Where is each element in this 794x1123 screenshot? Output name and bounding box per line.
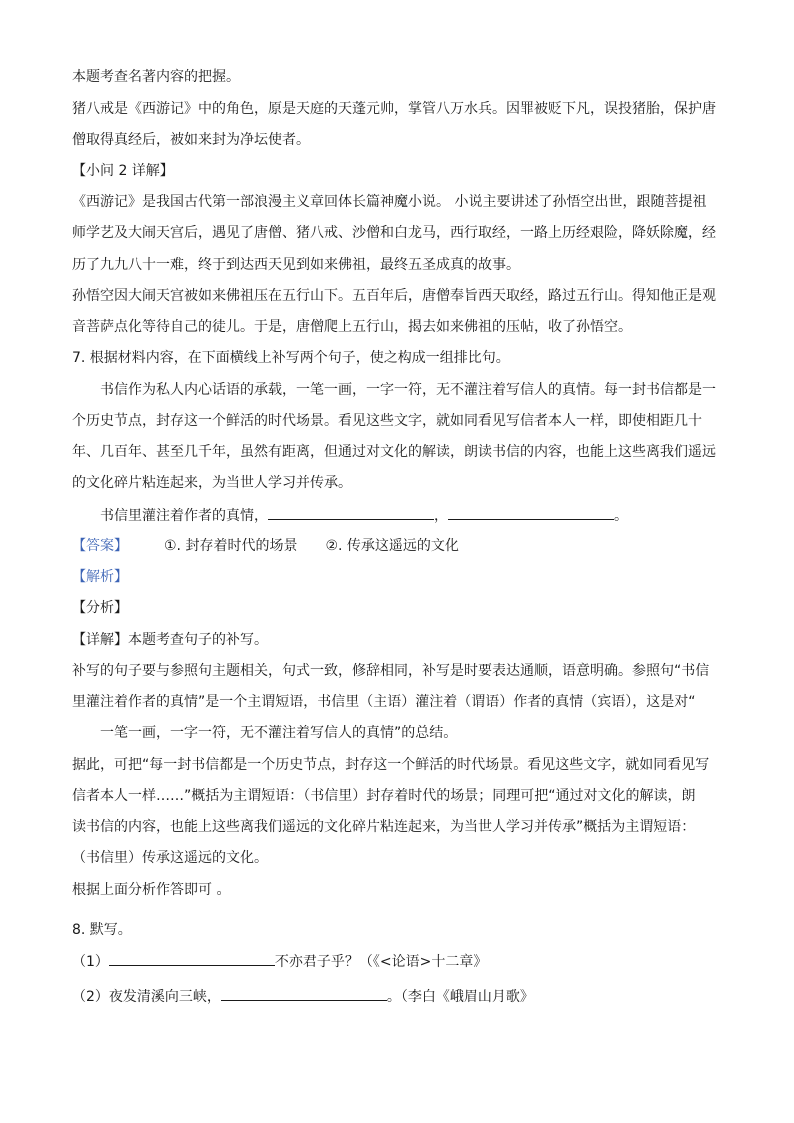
item-source: 。（李白《峨眉山月歌》	[386, 989, 534, 1005]
text-line: 的文化碎片粘连起来，为当世人学习并传承。	[72, 475, 352, 491]
text-line: 孙悟空因大闹天宫被如来佛祖压在五行山下。五百年后，唐僧奉旨西天取经，路过五行山。得知他正是观	[72, 288, 716, 304]
dictation-item-1	[72, 951, 487, 971]
text-line: 音菩萨点化等待自己的徒儿。于是，唐僧爬上五行山，揭去如来佛祖的压帖，收了孙悟空。	[72, 319, 632, 335]
question-7-prompt: 7. 根据材料内容，在下面横线上补写两个句子，使之构成一组排比句。	[72, 350, 510, 366]
fill-in-sentence	[100, 505, 628, 525]
text-line: 根据上面分析作答即可 。	[72, 882, 231, 898]
text-line: 补写的句子要与参照句主题相关，句式一致，修辞相同，补写是时要表达通顺，语意明确。参照句“书信	[72, 663, 710, 679]
item-text: 不亦君子乎？（《<论语>十二章》	[274, 954, 488, 970]
text-line: 历了九九八十一难，终于到达西天见到如来佛祖，最终五圣成真的故事。	[72, 257, 520, 273]
text-line: 年、几百年、甚至几千年，虽然有距离，但通过对文化的解读，朗读书信的内容，也能上这些离我们遥远	[72, 444, 716, 460]
text-line: 【详解】本题考查句子的补写。	[72, 632, 268, 648]
answer-blank-3	[109, 951, 275, 966]
text-line: 信者本人一样……”概括为主谓短语：（书信里）封存着时代的场景；同理可把“通过对文化的解读，朗	[72, 788, 696, 804]
analysis-label: 【解析】	[72, 569, 128, 585]
text-line: 个历史节点，封存这一个鲜活的时代场景。看见这些文字，就如同看见写信者本人一样，即使相距几十	[72, 413, 702, 429]
text-line: 师学艺及大闹天宫后，遇见了唐僧、猪八戒、沙僧和白龙马，西行取经，一路上历经艰险，降妖除魔，经	[72, 225, 716, 241]
answer-item-1: ①. 封存着时代的场景	[164, 538, 298, 554]
text-line: 书信作为私人内心话语的承载，一笔一画，一字一符，无不灌注着写信人的真情。每一封书信都是一	[100, 382, 716, 398]
item-number: （1）	[72, 954, 109, 970]
text-line: 本题考查名著内容的把握。	[72, 69, 240, 85]
dictation-item-2	[72, 986, 534, 1006]
answer-blank-2	[448, 505, 614, 520]
text-line: 《西游记》是我国古代第一部浪漫主义章回体长篇神魔小说。 小说主要讲述了孙悟空出世，跟随菩提祖	[72, 194, 707, 210]
section-heading: 【小问 2 详解】	[72, 163, 174, 179]
text-line: 猪八戒是《西游记》中的角色，原是天庭的天蓬元帅，掌管八万水兵。因罪被贬下凡，误投猪胎，保护唐	[72, 101, 716, 117]
text-line: （书信里）传承这遥远的文化。	[72, 850, 268, 866]
answer-blank-1	[268, 505, 434, 520]
text-line: 僧取得真经后，被如来封为净坛使者。	[72, 132, 310, 148]
text-line: 读书信的内容，也能上这些离我们遥远的文化碎片粘连起来，为当世人学习并传承”概括为主谓短语：	[72, 819, 696, 835]
fenxi-label: 【分析】	[72, 600, 128, 616]
period: 。	[614, 508, 628, 524]
answer-label: 【答案】	[72, 538, 128, 554]
question-8-prompt: 8. 默写。	[72, 922, 132, 938]
comma: ，	[434, 508, 448, 524]
answer-row	[72, 536, 459, 556]
text-line: 里灌注着作者的真情”是一个主谓短语，书信里（主语）灌注着（谓语）作者的真情（宾语），这是对“	[72, 694, 696, 710]
answer-blank-4	[221, 986, 387, 1001]
sentence-prefix: 书信里灌注着作者的真情，	[100, 508, 268, 524]
text-line: 一笔一画，一字一符，无不灌注着写信人的真情”的总结。	[100, 725, 458, 741]
answer-item-2: ②. 传承这遥远的文化	[325, 538, 459, 554]
text-line: 据此，可把“每一封书信都是一个历史节点，封存这一个鲜活的时代场景。看见这些文字，就如同看见写	[72, 757, 710, 773]
item-text: （2）夜发清溪向三峡，	[72, 989, 221, 1005]
